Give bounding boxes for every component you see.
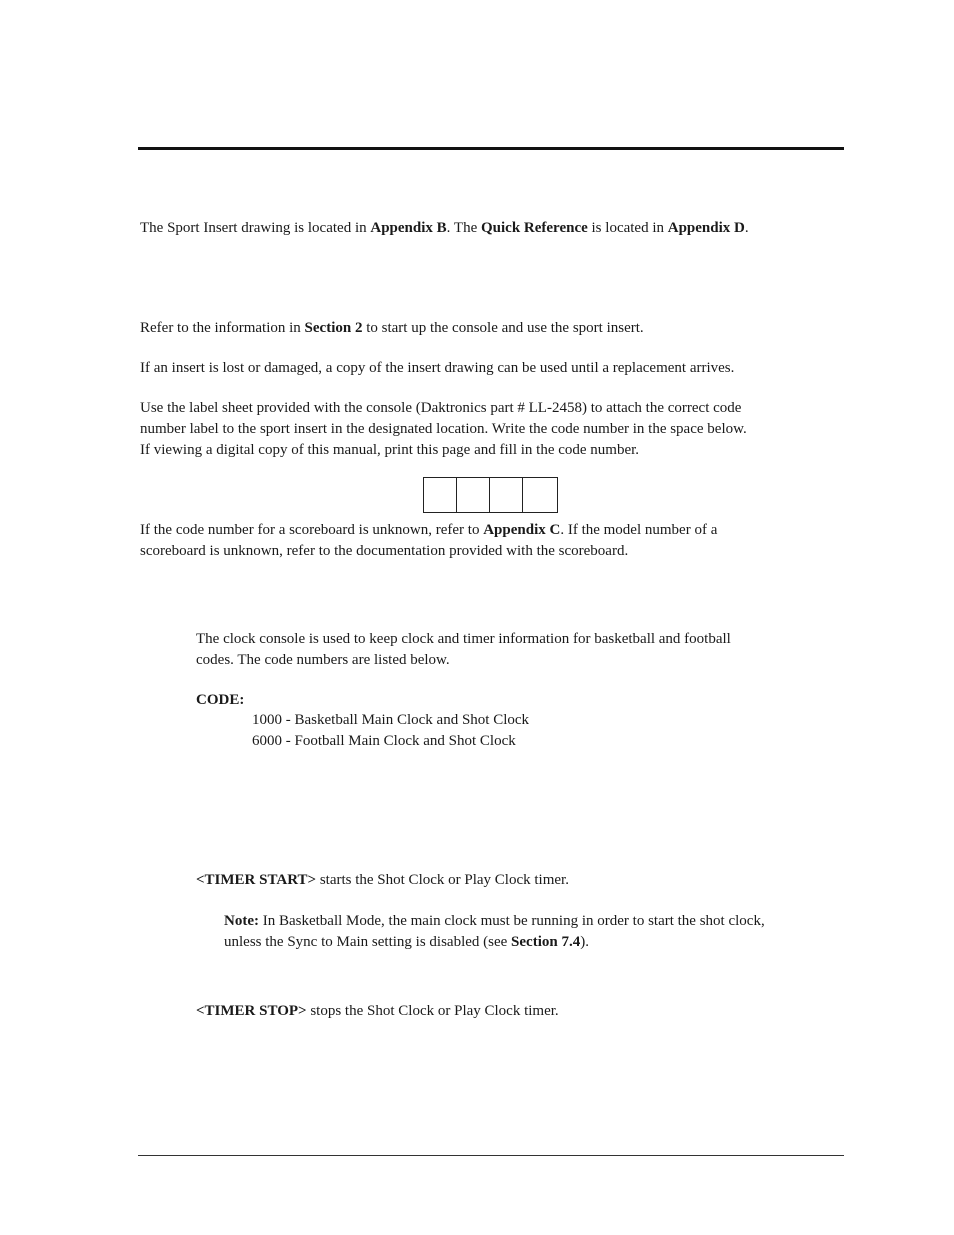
paragraph-unknown-code: If the code number for a scoreboard is unknown, refer to Appendix C. If the model number of a scoreboard is unknown, refer to the documentation provided with the scoreboard. xyxy=(140,522,718,559)
paragraph-clock-console: The clock console is used to keep clock and timer information for basketball and football codes. The code numbers are listed below. xyxy=(196,631,731,668)
code-label: CODE: xyxy=(196,692,245,708)
code-number-boxes xyxy=(423,477,558,513)
code-list-item: 6000 - Football Main Clock and Shot Clock xyxy=(252,733,516,749)
paragraph-lost-insert: If an insert is lost or damaged, a copy of the insert drawing can be used until a replacement arrives. xyxy=(140,360,735,376)
code-digit-box xyxy=(490,478,523,512)
note-basketball-mode: Note: In Basketball Mode, the main clock must be running in order to start the shot clock, unless the Sync to Main setting is disabled (see Section 7.4). xyxy=(224,913,765,950)
paragraph-insert-location: The Sport Insert drawing is located in Appendix B. The Quick Reference is located in Appendix D. xyxy=(140,220,749,236)
footer-rule xyxy=(138,1155,844,1156)
paragraph-label-sheet: Use the label sheet provided with the console (Daktronics part # LL-2458) to attach the correct code number label to the sport insert in the designated location. Write the code number in the space below. If viewing a digital copy of this manual, print this page and fill in the code number. xyxy=(140,400,747,458)
code-list-item: 1000 - Basketball Main Clock and Shot Clock xyxy=(252,712,530,728)
header-rule xyxy=(138,147,844,150)
paragraph-startup: Refer to the information in Section 2 to start up the console and use the sport insert. xyxy=(140,320,644,336)
paragraph-timer-stop: <TIMER STOP> stops the Shot Clock or Play Clock timer. xyxy=(196,1003,559,1019)
code-digit-box xyxy=(523,478,557,512)
code-digit-box xyxy=(457,478,490,512)
code-digit-box xyxy=(424,478,457,512)
paragraph-timer-start: <TIMER START> starts the Shot Clock or Play Clock timer. xyxy=(196,872,569,888)
